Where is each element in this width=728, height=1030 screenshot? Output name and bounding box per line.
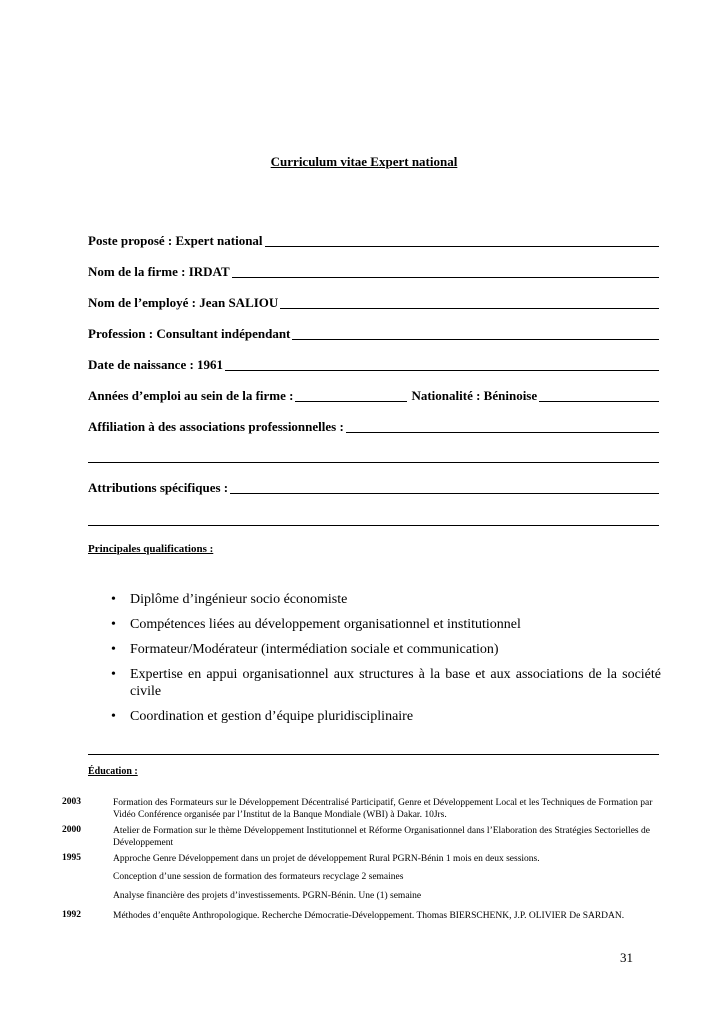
qualifications-heading: Principales qualifications :: [88, 543, 214, 555]
field-annees-line: [295, 401, 407, 402]
field-naissance-label: Date de naissance : 1961: [88, 357, 224, 372]
field-annees-label: Années d’emploi au sein de la firme :: [88, 388, 294, 403]
field-affiliation-line: [346, 432, 659, 433]
field-profession: [88, 326, 659, 342]
field-affiliation: [88, 419, 659, 435]
education-entry: Méthodes d’enquête Anthropologique. Recherche Démocratie-Développement. Thomas BIERSCHENK, J.P. OLIVIER De SARDAN.: [113, 911, 625, 921]
field-attributions-label: Attributions spécifiques :: [88, 480, 229, 495]
separator-rule: [88, 754, 659, 755]
field-profession-line: [292, 339, 659, 340]
field-poste: [88, 233, 659, 249]
field-poste-label: Poste proposé : Expert national: [88, 233, 263, 248]
qualification-item: • Coordination et gestion d’équipe pluridisciplinaire: [111, 708, 661, 725]
field-attributions-line: [230, 493, 659, 494]
field-profession-label: Profession : Consultant indépendant: [88, 326, 291, 341]
education-entry: Formation des Formateurs sur le Développement Décentralisé Participatif, Genre et Développement Local et les Techniques de Formation par Vidéo Conférence organisée par l’Institut de la Banque Mondiale (WBI) à Dakar. 10Jrs.: [113, 798, 653, 820]
field-firme: [88, 264, 659, 280]
field-firme-line: [232, 277, 659, 278]
education-heading: Éducation :: [88, 766, 138, 777]
field-naissance-line: [225, 370, 659, 371]
field-annees: [88, 388, 659, 404]
document-title: Curriculum vitae Expert national: [270, 154, 458, 169]
education-year: 2003: [62, 797, 81, 807]
education-year: 1992: [62, 910, 81, 920]
qualification-item: • Expertise en appui organisationnel aux structures à la base et aux associations de la société civile: [111, 666, 661, 700]
blank-rule-1: [88, 462, 659, 463]
education-year: 2000: [62, 825, 81, 835]
education-entry: Analyse financière des projets d’investissements. PGRN-Bénin. Une (1) semaine: [113, 891, 422, 901]
qualification-item: • Diplôme d’ingénieur socio économiste: [111, 591, 661, 608]
field-nationalite-line: [539, 401, 659, 402]
field-firme-label: Nom de la firme : IRDAT: [88, 264, 230, 279]
education-entry: Approche Genre Développement dans un projet de développement Rural PGRN-Bénin 1 mois en deux sessions.: [113, 854, 540, 864]
qualification-item: • Formateur/Modérateur (intermédiation sociale et communication): [111, 641, 661, 658]
field-attributions: [88, 480, 659, 496]
education-entry: Conception d’une session de formation des formateurs recyclage 2 semaines: [113, 872, 404, 882]
education-entry: Atelier de Formation sur le thème Développement Institutionnel et Réforme Organisationnel dans l’Elaboration des Stratégies Sectorielles de Développement: [113, 826, 650, 848]
field-employe-line: [280, 308, 659, 309]
field-nationalite-label: Nationalité : Béninoise: [411, 388, 538, 403]
education-year: 1995: [62, 853, 81, 863]
page-number: 31: [620, 950, 633, 965]
blank-rule-2: [88, 525, 659, 526]
field-affiliation-label: Affiliation à des associations professionnelles :: [88, 419, 344, 434]
field-naissance: [88, 357, 659, 373]
field-employe: [88, 295, 659, 311]
field-poste-line: [265, 246, 659, 247]
qualifications-list: [111, 591, 661, 725]
qualification-item: • Compétences liées au développement organisationnel et institutionnel: [111, 616, 661, 633]
field-employe-label: Nom de l’employé : Jean SALIOU: [88, 295, 279, 310]
